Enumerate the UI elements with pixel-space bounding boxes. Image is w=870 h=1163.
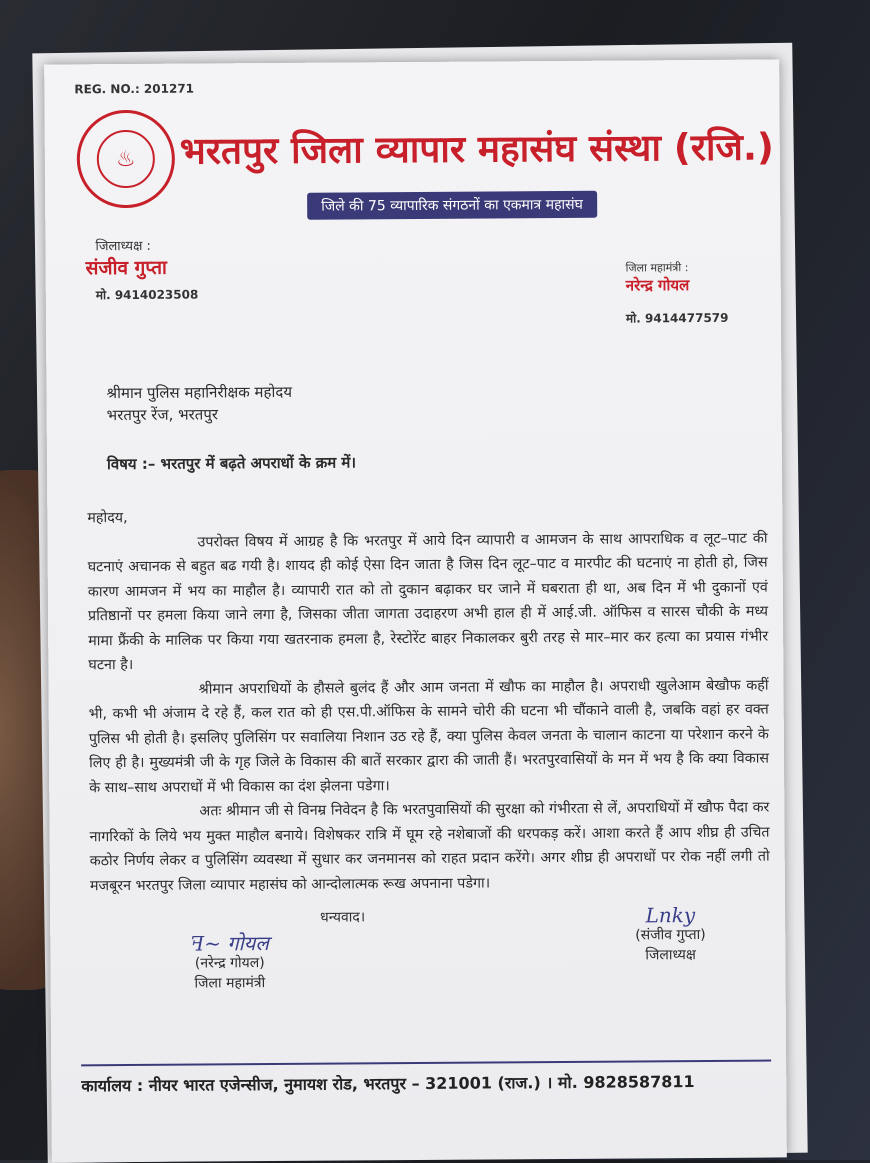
closing: धन्यवाद। [320, 909, 366, 926]
president-phone: मो. 9414023508 [95, 287, 199, 303]
signatory-right-title: जिलाध्यक्ष [645, 947, 696, 964]
signatory-left-title: जिला महामंत्री [194, 975, 266, 992]
signatory-left [190, 933, 269, 994]
secretary-title: जिला महामंत्री : [625, 261, 689, 275]
registration-number: REG. NO.: 201271 [74, 81, 195, 97]
president-title: जिलाध्यक्ष : [95, 238, 151, 255]
office-address: कार्यालय : नीयर भारत एजेन्सीज, नुमायश रोड, भरतपुर – 321001 (राज.) । मो. 9828587811 [81, 1072, 695, 1096]
paragraph: श्रीमान अपराधियों के हौसले बुलंद हैं और आम जनता में खौफ का माहौल है। अपराधी खुलेआम बेखौफ कहीं भी, कभी भी अंजाम दे रहे हैं, कल रात को ही एस.पी.ऑफिस के सामने चोरी की घटना भी चौंकाने वाली है, जबकि वहां हर वक्त पुलिस भी होती है। इसलिए पुलिसिंग पर सवालिया निशान उठ रहे हैं, क्या पुलिस केवल जनता के चालान काटना या परेशान करने के लिए ही है। मुख्यमंत्री जी के गृह जिले के विकास की बातें सरकार द्वारा की जाती हैं। भरतपुरवासियों के मन में भय है कि क्या विकास के साथ–साथ अपराधों में भी विकास का दंश झेलना पडेगा। [88, 677, 770, 796]
organization-tagline: जिले की 75 व्यापारिक संगठनों का एकमात्र महासंघ [307, 191, 597, 220]
addressee-line: श्रीमान पुलिस महानिरीक्षक महोदय [106, 382, 293, 403]
subject-line: विषय :– भरतपुर में बढ़ते अपराधों के क्रम में। [106, 453, 357, 474]
organization-name: भरतपुर जिला व्यापार महासंघ संस्था (रजि.) [179, 125, 775, 173]
signatory-right-name: (संजीव गुप्ता) [635, 926, 706, 944]
signatory-right [635, 905, 706, 965]
president-name: संजीव गुप्ता [85, 256, 168, 280]
footer-divider [81, 1060, 771, 1067]
organization-logo [76, 110, 175, 209]
secretary-phone: मो. 9414477579 [625, 310, 729, 326]
addressee [106, 381, 292, 426]
salutation: महोदय, [87, 510, 128, 527]
paragraph: अतः श्रीमान जी से विनम्र निवेदन है कि भरतपुवासियों की सुरक्षा को गंभीरता से लें, अपराधियों में खौफ पैदा कर नागरिकों के लिये भय मुक्त माहौल बनाये। विशेषकर रात्रि में घूम रहे नशेबाजों की धरपकड़ करें। आशा करते हैं आप शीघ्र ही उचित कठोर निर्णय लेकर व पुलिसिंग व्यवस्था में सुधार कर जनमानस को राहत प्रदान करेंगे। अगर शीघ्र ही अपराधों पर रोक नहीं लगी तो मजबूरन भरतपुर जिला व्यापार महासंघ को आन्दोलात्मक रूख अपनाना पडेगा। [89, 799, 770, 894]
signature-right: Lnky [645, 903, 696, 928]
president-block [85, 236, 198, 304]
flame-emblem-icon: ♨ [97, 130, 155, 188]
letter-body [87, 502, 770, 899]
letter-page [44, 59, 787, 1162]
paragraph: उपरोक्त विषय में आग्रह है कि भरतपुर में आये दिन व्यापारी व आमजन के साथ आपराधिक व लूट–पाट की घटनाएं अचानक से बहुत बढ गयी है। शायद ही कोई ऐसा दिन जाता है जिस दिन लूट–पाट व मारपीट की घटनाएं ना होती हो, जिस कारण आमजन में भय का माहौल है। व्यापारी रात को तो दुकान बढ़ाकर घर जाने में घबराता ही था, अब दिन में भी दुकानों एवं प्रतिष्ठानों पर हमला किया जाने लगा है, जिसका जीता जागता उदाहरण अभी हाल ही में आई.जी. ऑफिस व सारस चौकी के मध्य मामा फ्रैंकी के मालिक पर किया गया खतरनाक हमला है, रेस्टोरेंट बाहर निकालकर बुरी तरह से मार–मार कर हत्या का प्रयास गंभीर घटना है। [87, 530, 769, 674]
signature-left: ꟻ~ गोयल [190, 931, 269, 956]
addressee-line: भरतपुर रेंज, भरतपुर [106, 405, 219, 425]
secretary-name: नरेन्द्र गोयल [625, 276, 690, 295]
secretary-block [626, 260, 729, 327]
signatory-left-name: (नरेन्द्र गोयल) [194, 955, 265, 972]
